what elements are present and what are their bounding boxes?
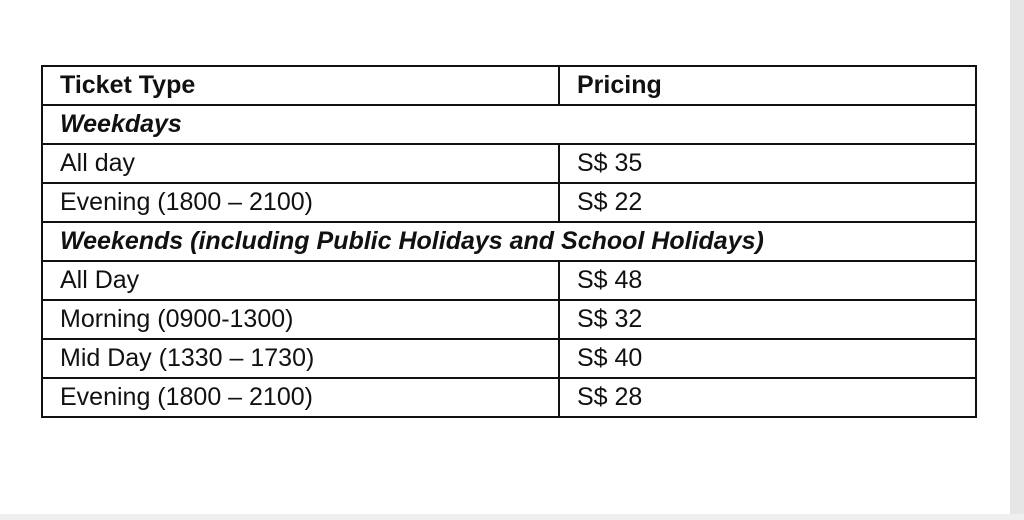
table-row [42,183,976,222]
ticket-pricing-table [41,65,977,418]
ticket-type-cell: Evening (1800 – 2100) [42,183,559,222]
table-row [42,144,976,183]
price-cell: S$ 35 [559,144,976,183]
table-row [42,378,976,417]
page-edge [1010,0,1024,520]
table-header-row [42,66,976,105]
table-row [42,300,976,339]
table-row [42,261,976,300]
ticket-type-cell: Morning (0900-1300) [42,300,559,339]
ticket-type-cell: Mid Day (1330 – 1730) [42,339,559,378]
ticket-type-cell: All day [42,144,559,183]
section-title: Weekends (including Public Holidays and School Holidays) [42,222,976,261]
page-bottom-edge [0,514,1024,520]
section-row-weekends [42,222,976,261]
price-cell: S$ 40 [559,339,976,378]
section-title: Weekdays [42,105,976,144]
price-cell: S$ 28 [559,378,976,417]
section-row-weekdays [42,105,976,144]
price-cell: S$ 22 [559,183,976,222]
header-ticket-type: Ticket Type [42,66,559,105]
ticket-type-cell: Evening (1800 – 2100) [42,378,559,417]
price-cell: S$ 32 [559,300,976,339]
ticket-type-cell: All Day [42,261,559,300]
header-pricing: Pricing [559,66,976,105]
table-row [42,339,976,378]
price-cell: S$ 48 [559,261,976,300]
